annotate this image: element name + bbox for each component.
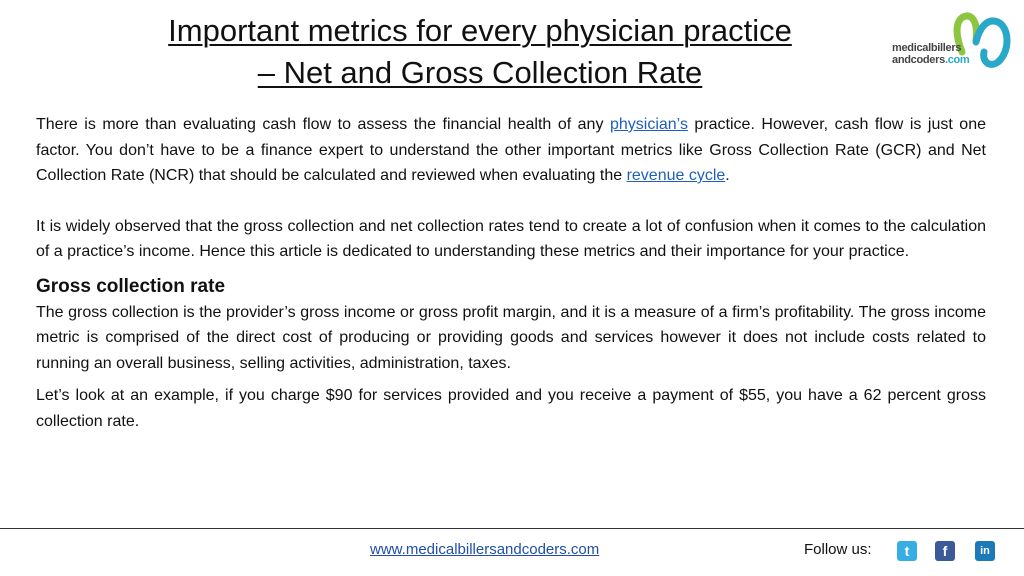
paragraph-gross-definition: The gross collection is the provider’s gross income or gross profit margin, and it is a measure of a firm’s profitability. The gross income metric is comprised of the direct cost of producing or providing goods and services however it does not include costs related to running an overall business, selling activities, administration, taxes. <box>36 303 986 372</box>
physicians-link[interactable]: physician’s <box>609 116 688 133</box>
section-heading-gross-collection: Gross collection rate <box>36 275 226 297</box>
title-line-2: – Net and Gross Collection Rate <box>257 55 703 90</box>
facebook-icon[interactable]: f <box>935 541 955 561</box>
website-link[interactable]: www.medicalbillersandcoders.com <box>370 541 600 558</box>
logo-line-2-com: .com <box>944 54 970 66</box>
logo-wordmark <box>892 42 969 66</box>
paragraph-intro-b: practice. However, cash flow is just one factor. You don’t have to be a finance expert to understand the other important metrics like Gross Collection Rate (GCR) and Net Collection Rate (NCR) that should be calculated and reviewed when evaluating the <box>36 116 986 184</box>
article-content <box>36 112 986 434</box>
company-logo <box>892 12 1014 72</box>
paragraph-intro-c: . <box>725 167 730 184</box>
logo-line-1: medicalbillers <box>892 42 962 54</box>
page-title <box>60 10 900 94</box>
paragraph-confusion: It is widely observed that the gross collection and net collection rates tend to create a lot of confusion when it comes to the calculation of a practice’s income. Hence this article is dedicated to understanding these metrics and their importance for your practice. <box>36 217 986 260</box>
paragraph-intro <box>36 112 986 189</box>
paragraph-intro-a: There is more than evaluating cash flow to assess the financial health of any <box>36 116 610 133</box>
revenue-cycle-link[interactable]: revenue cycle <box>626 167 726 184</box>
paragraph-example: Let’s look at an example, if you charge $90 for services provided and you receive a payment of $55, you have a 62 percent gross collection rate. <box>36 387 986 430</box>
linkedin-icon[interactable]: in <box>975 541 995 561</box>
logo-line-2-main: andcoders <box>892 54 945 66</box>
title-line-1: Important metrics for every physician practice <box>168 13 792 48</box>
twitter-icon[interactable]: t <box>897 541 917 561</box>
logo-line-2 <box>892 54 969 66</box>
footer-divider <box>0 528 1024 529</box>
follow-us-label: Follow us: <box>804 541 872 558</box>
